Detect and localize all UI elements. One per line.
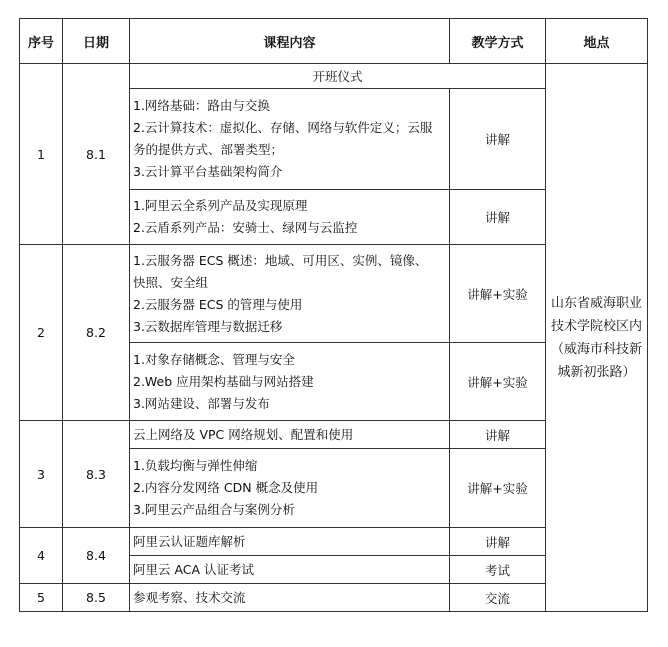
day-date: 8.5 [63,584,130,612]
day-date: 8.1 [63,64,130,245]
session-method: 交流 [450,584,546,612]
day-date: 8.4 [63,528,130,584]
day-no: 1 [20,64,63,245]
session-content [130,584,450,612]
content-line: 1.网络基础：路由与交换 [133,98,270,113]
header-location: 地点 [546,19,648,64]
session-content [130,556,450,584]
session-method: 讲解 [450,190,546,245]
location-cell [546,64,648,612]
session-content [130,343,450,421]
location-line: （威海市科技新 [550,341,642,357]
header-date: 日期 [63,19,130,64]
day-no: 4 [20,528,63,584]
session-method: 讲解+实验 [450,245,546,343]
header-content: 课程内容 [130,19,450,64]
session-content [130,89,450,190]
content-line: 3.云数据库管理与数据迁移 [133,318,283,334]
opening-ceremony: 开班仪式 [130,64,546,89]
content-line: 2.Web 应用架构基础与网站搭建 [133,373,314,389]
content-line: 1.对象存储概念、管理与安全 [133,351,295,367]
content-line: 2.内容分发网络 CDN 概念及使用 [133,480,319,495]
day-no: 5 [20,584,63,612]
content-line: 云上网络及 VPC 网络规划、配置和使用 [133,426,354,442]
session-content [130,528,450,556]
session-method: 讲解+实验 [450,343,546,421]
session-method: 讲解+实验 [450,449,546,528]
day-no: 3 [20,421,63,528]
session-content [130,245,450,343]
content-line: 快照、安全组 [133,274,209,290]
content-line: 阿里云 ACA 认证考试 [133,561,255,577]
session-method: 讲解 [450,89,546,190]
header-no: 序号 [20,19,63,64]
header-row [20,19,648,64]
content-line: 3.云计算平台基础架构简介 [133,164,283,179]
content-line: 阿里云认证题库解析 [133,533,246,549]
content-line: 1.阿里云全系列产品及实现原理 [133,198,308,213]
header-method: 教学方式 [450,19,546,64]
content-line: 1.云服务器 ECS 概述：地域、可用区、实例、镜像、 [133,252,428,268]
content-line: 务的提供方式、部署类型； [133,142,284,157]
content-line: 3.阿里云产品组合与案例分析 [133,502,295,517]
content-line: 2.云服务器 ECS 的管理与使用 [133,296,303,312]
day-no: 2 [20,245,63,421]
course-schedule-table [19,18,648,612]
session-content [130,190,450,245]
location-line: 山东省威海职业 [550,295,642,311]
session-method: 讲解 [450,421,546,449]
location-line: 城新初张路） [557,364,636,380]
table-row [20,64,648,89]
content-line: 参观考察、技术交流 [133,589,246,605]
day-date: 8.3 [63,421,130,528]
session-content [130,421,450,449]
session-method: 讲解 [450,528,546,556]
content-line: 3.网站建设、部署与发布 [133,395,270,411]
day-date: 8.2 [63,245,130,421]
content-line: 2.云计算技术：虚拟化、存储、网络与软件定义；云服 [133,120,433,135]
content-line: 1.负载均衡与弹性伸缩 [133,458,258,473]
content-line: 2.云盾系列产品：安骑士、绿网与云监控 [133,220,358,235]
session-method: 考试 [450,556,546,584]
location-line: 技术学院校区内 [550,318,642,334]
session-content [130,449,450,528]
